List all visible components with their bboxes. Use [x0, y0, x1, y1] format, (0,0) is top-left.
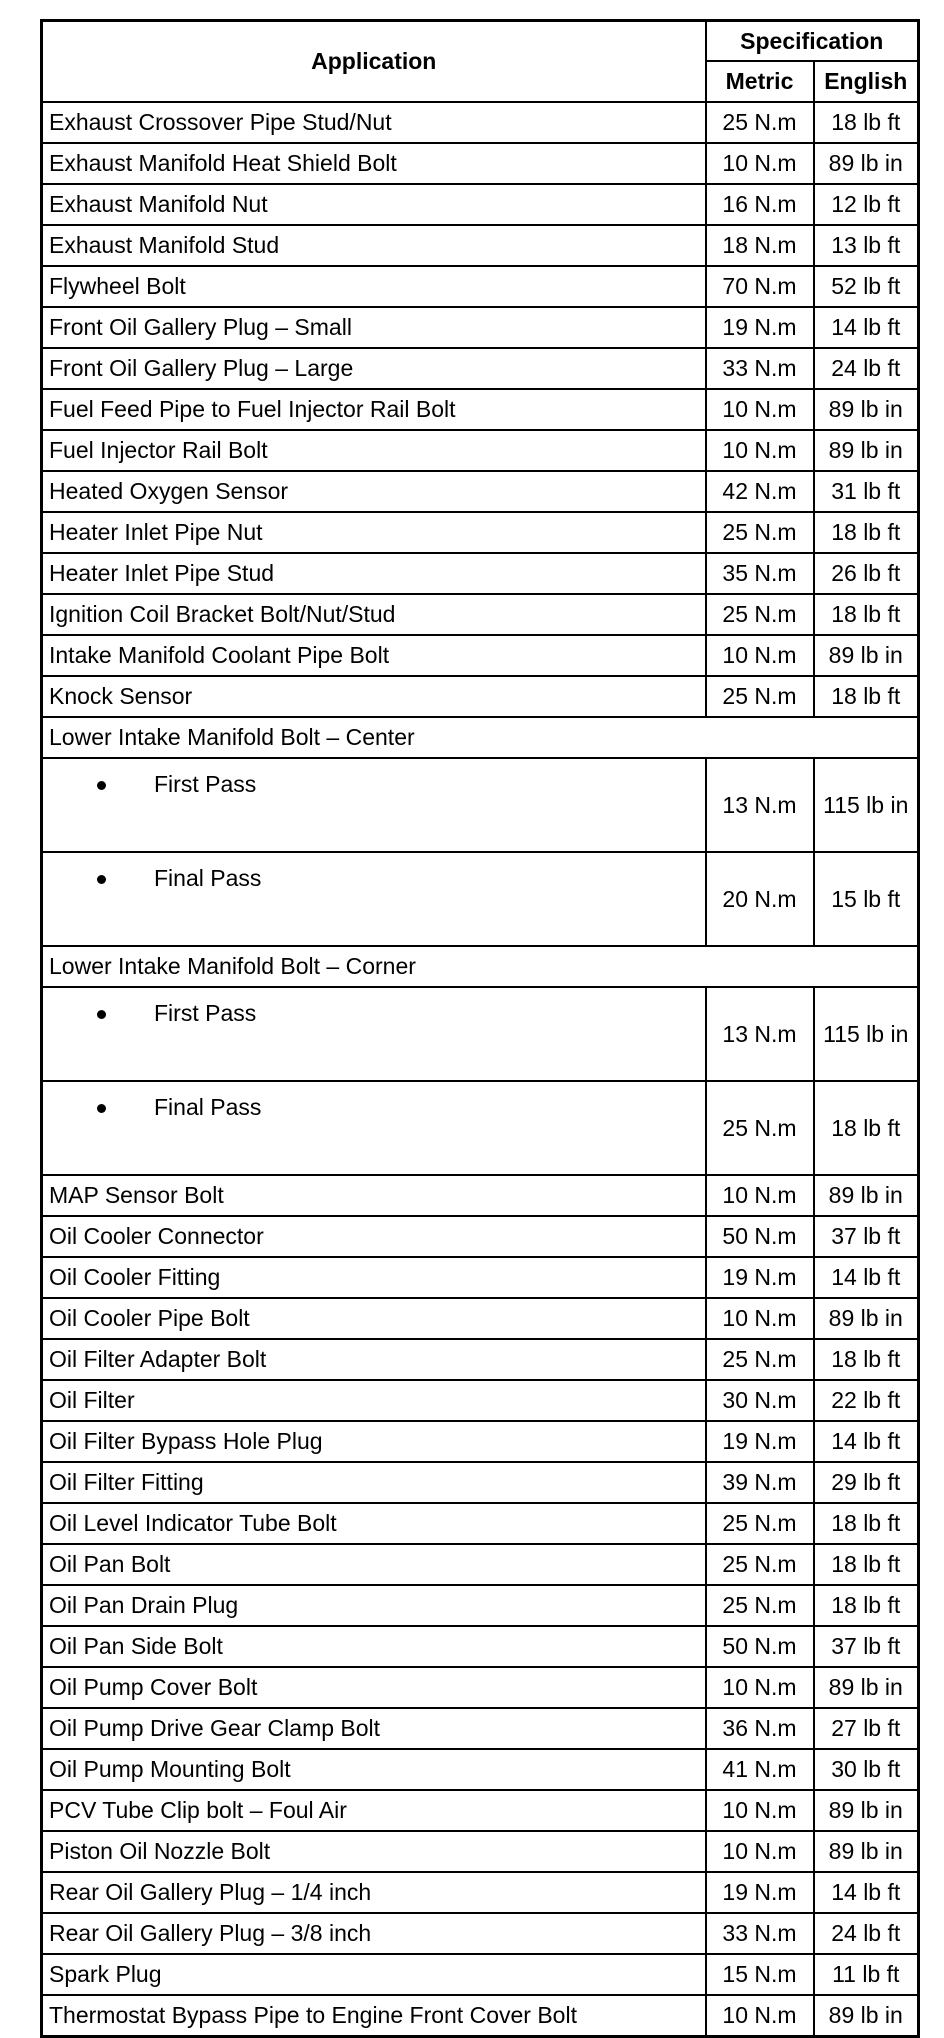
english-cell: 115 lb in — [814, 758, 919, 852]
application-cell: Fuel Feed Pipe to Fuel Injector Rail Bolt — [42, 389, 706, 430]
table-row — [42, 1421, 919, 1462]
english-cell: 26 lb ft — [814, 553, 919, 594]
english-cell: 18 lb ft — [814, 1544, 919, 1585]
application-cell: Oil Pump Cover Bolt — [42, 1667, 706, 1708]
group-heading-row — [42, 717, 919, 758]
metric-cell: 10 N.m — [706, 1831, 814, 1872]
table-row — [42, 307, 919, 348]
table-row — [42, 1626, 919, 1667]
table-row — [42, 184, 919, 225]
metric-cell: 10 N.m — [706, 389, 814, 430]
application-cell: Ignition Coil Bracket Bolt/Nut/Stud — [42, 594, 706, 635]
table-row — [42, 1585, 919, 1626]
table-header-row — [42, 21, 919, 62]
table-row — [42, 225, 919, 266]
english-cell: 14 lb ft — [814, 307, 919, 348]
metric-cell: 10 N.m — [706, 1175, 814, 1216]
metric-cell: 25 N.m — [706, 1339, 814, 1380]
bullet-icon — [97, 781, 106, 790]
application-cell: Spark Plug — [42, 1954, 706, 1995]
table-body — [42, 102, 919, 2037]
english-cell: 18 lb ft — [814, 1585, 919, 1626]
english-cell: 18 lb ft — [814, 676, 919, 717]
english-cell: 89 lb in — [814, 1790, 919, 1831]
application-cell: Heated Oxygen Sensor — [42, 471, 706, 512]
english-cell: 14 lb ft — [814, 1872, 919, 1913]
group-heading-label: Lower Intake Manifold Bolt – Corner — [42, 946, 919, 987]
english-cell: 115 lb in — [814, 987, 919, 1081]
application-cell: Oil Cooler Pipe Bolt — [42, 1298, 706, 1339]
application-cell: Oil Filter — [42, 1380, 706, 1421]
metric-cell: 13 N.m — [706, 987, 814, 1081]
table-row — [42, 1913, 919, 1954]
sub-step-label: First Pass — [154, 1000, 257, 1026]
table-row — [42, 1380, 919, 1421]
english-cell: 89 lb in — [814, 1995, 919, 2037]
specification-header: Specification — [706, 21, 919, 62]
sub-step-row — [42, 852, 919, 946]
english-cell: 89 lb in — [814, 1175, 919, 1216]
metric-cell: 10 N.m — [706, 430, 814, 471]
metric-cell: 41 N.m — [706, 1749, 814, 1790]
application-cell: MAP Sensor Bolt — [42, 1175, 706, 1216]
table-row — [42, 471, 919, 512]
application-cell: Oil Pump Drive Gear Clamp Bolt — [42, 1708, 706, 1749]
metric-cell: 25 N.m — [706, 1503, 814, 1544]
metric-cell: 39 N.m — [706, 1462, 814, 1503]
english-cell: 14 lb ft — [814, 1421, 919, 1462]
english-cell: 18 lb ft — [814, 594, 919, 635]
sub-step-label: Final Pass — [154, 1094, 262, 1120]
application-cell: Oil Cooler Connector — [42, 1216, 706, 1257]
application-cell: Oil Cooler Fitting — [42, 1257, 706, 1298]
bullet-icon — [97, 1104, 106, 1113]
application-cell: Front Oil Gallery Plug – Large — [42, 348, 706, 389]
sub-step-row — [42, 1081, 919, 1175]
metric-cell: 36 N.m — [706, 1708, 814, 1749]
metric-cell: 50 N.m — [706, 1626, 814, 1667]
application-cell: Piston Oil Nozzle Bolt — [42, 1831, 706, 1872]
application-cell: Oil Pan Side Bolt — [42, 1626, 706, 1667]
english-cell: 30 lb ft — [814, 1749, 919, 1790]
torque-spec-sheet — [40, 19, 917, 2038]
table-row — [42, 102, 919, 143]
application-cell: Fuel Injector Rail Bolt — [42, 430, 706, 471]
sub-step-label: First Pass — [154, 771, 257, 797]
metric-cell: 25 N.m — [706, 1081, 814, 1175]
table-row — [42, 512, 919, 553]
group-heading-row — [42, 946, 919, 987]
table-row — [42, 1995, 919, 2037]
table-row — [42, 1257, 919, 1298]
english-cell: 89 lb in — [814, 389, 919, 430]
table-row — [42, 1954, 919, 1995]
table-row — [42, 1175, 919, 1216]
table-row — [42, 1708, 919, 1749]
english-cell: 89 lb in — [814, 1298, 919, 1339]
metric-cell: 19 N.m — [706, 1421, 814, 1462]
application-cell: Oil Level Indicator Tube Bolt — [42, 1503, 706, 1544]
sub-step-row — [42, 987, 919, 1081]
metric-cell: 10 N.m — [706, 143, 814, 184]
table-row — [42, 1544, 919, 1585]
application-cell: Oil Filter Bypass Hole Plug — [42, 1421, 706, 1462]
sub-step-cell — [42, 987, 706, 1081]
application-cell: Thermostat Bypass Pipe to Engine Front Cover Bolt — [42, 1995, 706, 2037]
table-row — [42, 635, 919, 676]
table-row — [42, 266, 919, 307]
english-cell: 29 lb ft — [814, 1462, 919, 1503]
application-cell: Knock Sensor — [42, 676, 706, 717]
table-row — [42, 1872, 919, 1913]
table-row — [42, 676, 919, 717]
english-cell: 12 lb ft — [814, 184, 919, 225]
english-cell: 18 lb ft — [814, 1081, 919, 1175]
application-cell: Front Oil Gallery Plug – Small — [42, 307, 706, 348]
english-cell: 89 lb in — [814, 430, 919, 471]
metric-cell: 16 N.m — [706, 184, 814, 225]
metric-cell: 25 N.m — [706, 512, 814, 553]
english-cell: 89 lb in — [814, 635, 919, 676]
metric-cell: 10 N.m — [706, 1298, 814, 1339]
english-cell: 89 lb in — [814, 143, 919, 184]
application-cell: Oil Pump Mounting Bolt — [42, 1749, 706, 1790]
table-row — [42, 389, 919, 430]
english-cell: 89 lb in — [814, 1667, 919, 1708]
table-row — [42, 348, 919, 389]
english-cell: 18 lb ft — [814, 512, 919, 553]
english-cell: 14 lb ft — [814, 1257, 919, 1298]
application-cell: Exhaust Crossover Pipe Stud/Nut — [42, 102, 706, 143]
sub-step-cell — [42, 1081, 706, 1175]
metric-cell: 25 N.m — [706, 1544, 814, 1585]
metric-cell: 25 N.m — [706, 1585, 814, 1626]
english-cell: 89 lb in — [814, 1831, 919, 1872]
application-cell: Exhaust Manifold Heat Shield Bolt — [42, 143, 706, 184]
english-cell: 18 lb ft — [814, 102, 919, 143]
metric-cell: 25 N.m — [706, 676, 814, 717]
metric-header: Metric — [706, 61, 814, 102]
application-cell: PCV Tube Clip bolt – Foul Air — [42, 1790, 706, 1831]
application-cell: Oil Filter Adapter Bolt — [42, 1339, 706, 1380]
metric-cell: 30 N.m — [706, 1380, 814, 1421]
english-cell: 52 lb ft — [814, 266, 919, 307]
table-row — [42, 430, 919, 471]
table-row — [42, 1831, 919, 1872]
english-cell: 22 lb ft — [814, 1380, 919, 1421]
english-cell: 24 lb ft — [814, 348, 919, 389]
table-row — [42, 1462, 919, 1503]
english-cell: 11 lb ft — [814, 1954, 919, 1995]
application-cell: Exhaust Manifold Nut — [42, 184, 706, 225]
application-cell: Exhaust Manifold Stud — [42, 225, 706, 266]
group-heading-label: Lower Intake Manifold Bolt – Center — [42, 717, 919, 758]
english-cell: 15 lb ft — [814, 852, 919, 946]
application-cell: Rear Oil Gallery Plug – 1/4 inch — [42, 1872, 706, 1913]
metric-cell: 42 N.m — [706, 471, 814, 512]
sub-step-cell — [42, 758, 706, 852]
metric-cell: 10 N.m — [706, 1667, 814, 1708]
sub-step-label: Final Pass — [154, 865, 262, 891]
metric-cell: 10 N.m — [706, 1995, 814, 2037]
application-cell: Flywheel Bolt — [42, 266, 706, 307]
application-cell: Oil Pan Bolt — [42, 1544, 706, 1585]
metric-cell: 35 N.m — [706, 553, 814, 594]
bullet-icon — [97, 875, 106, 884]
metric-cell: 10 N.m — [706, 1790, 814, 1831]
sub-step-row — [42, 758, 919, 852]
metric-cell: 19 N.m — [706, 307, 814, 348]
metric-cell: 25 N.m — [706, 594, 814, 635]
application-cell: Oil Filter Fitting — [42, 1462, 706, 1503]
table-row — [42, 1339, 919, 1380]
metric-cell: 33 N.m — [706, 1913, 814, 1954]
table-row — [42, 143, 919, 184]
metric-cell: 20 N.m — [706, 852, 814, 946]
application-cell: Oil Pan Drain Plug — [42, 1585, 706, 1626]
english-cell: 27 lb ft — [814, 1708, 919, 1749]
english-cell: 24 lb ft — [814, 1913, 919, 1954]
bullet-icon — [97, 1010, 106, 1019]
metric-cell: 33 N.m — [706, 348, 814, 389]
application-cell: Heater Inlet Pipe Nut — [42, 512, 706, 553]
table-row — [42, 1503, 919, 1544]
table-row — [42, 594, 919, 635]
metric-cell: 10 N.m — [706, 635, 814, 676]
english-cell: 18 lb ft — [814, 1503, 919, 1544]
english-cell: 13 lb ft — [814, 225, 919, 266]
application-cell: Heater Inlet Pipe Stud — [42, 553, 706, 594]
table-row — [42, 1790, 919, 1831]
english-cell: 31 lb ft — [814, 471, 919, 512]
table-row — [42, 1749, 919, 1790]
metric-cell: 19 N.m — [706, 1872, 814, 1913]
sub-step-cell — [42, 852, 706, 946]
metric-cell: 15 N.m — [706, 1954, 814, 1995]
application-cell: Rear Oil Gallery Plug – 3/8 inch — [42, 1913, 706, 1954]
metric-cell: 13 N.m — [706, 758, 814, 852]
metric-cell: 50 N.m — [706, 1216, 814, 1257]
table-row — [42, 553, 919, 594]
table-row — [42, 1298, 919, 1339]
table-row — [42, 1667, 919, 1708]
table-row — [42, 1216, 919, 1257]
english-cell: 37 lb ft — [814, 1626, 919, 1667]
metric-cell: 19 N.m — [706, 1257, 814, 1298]
application-cell: Intake Manifold Coolant Pipe Bolt — [42, 635, 706, 676]
metric-cell: 70 N.m — [706, 266, 814, 307]
torque-spec-table — [40, 19, 920, 2038]
english-header: English — [814, 61, 919, 102]
application-header: Application — [42, 21, 706, 103]
metric-cell: 25 N.m — [706, 102, 814, 143]
english-cell: 37 lb ft — [814, 1216, 919, 1257]
metric-cell: 18 N.m — [706, 225, 814, 266]
english-cell: 18 lb ft — [814, 1339, 919, 1380]
